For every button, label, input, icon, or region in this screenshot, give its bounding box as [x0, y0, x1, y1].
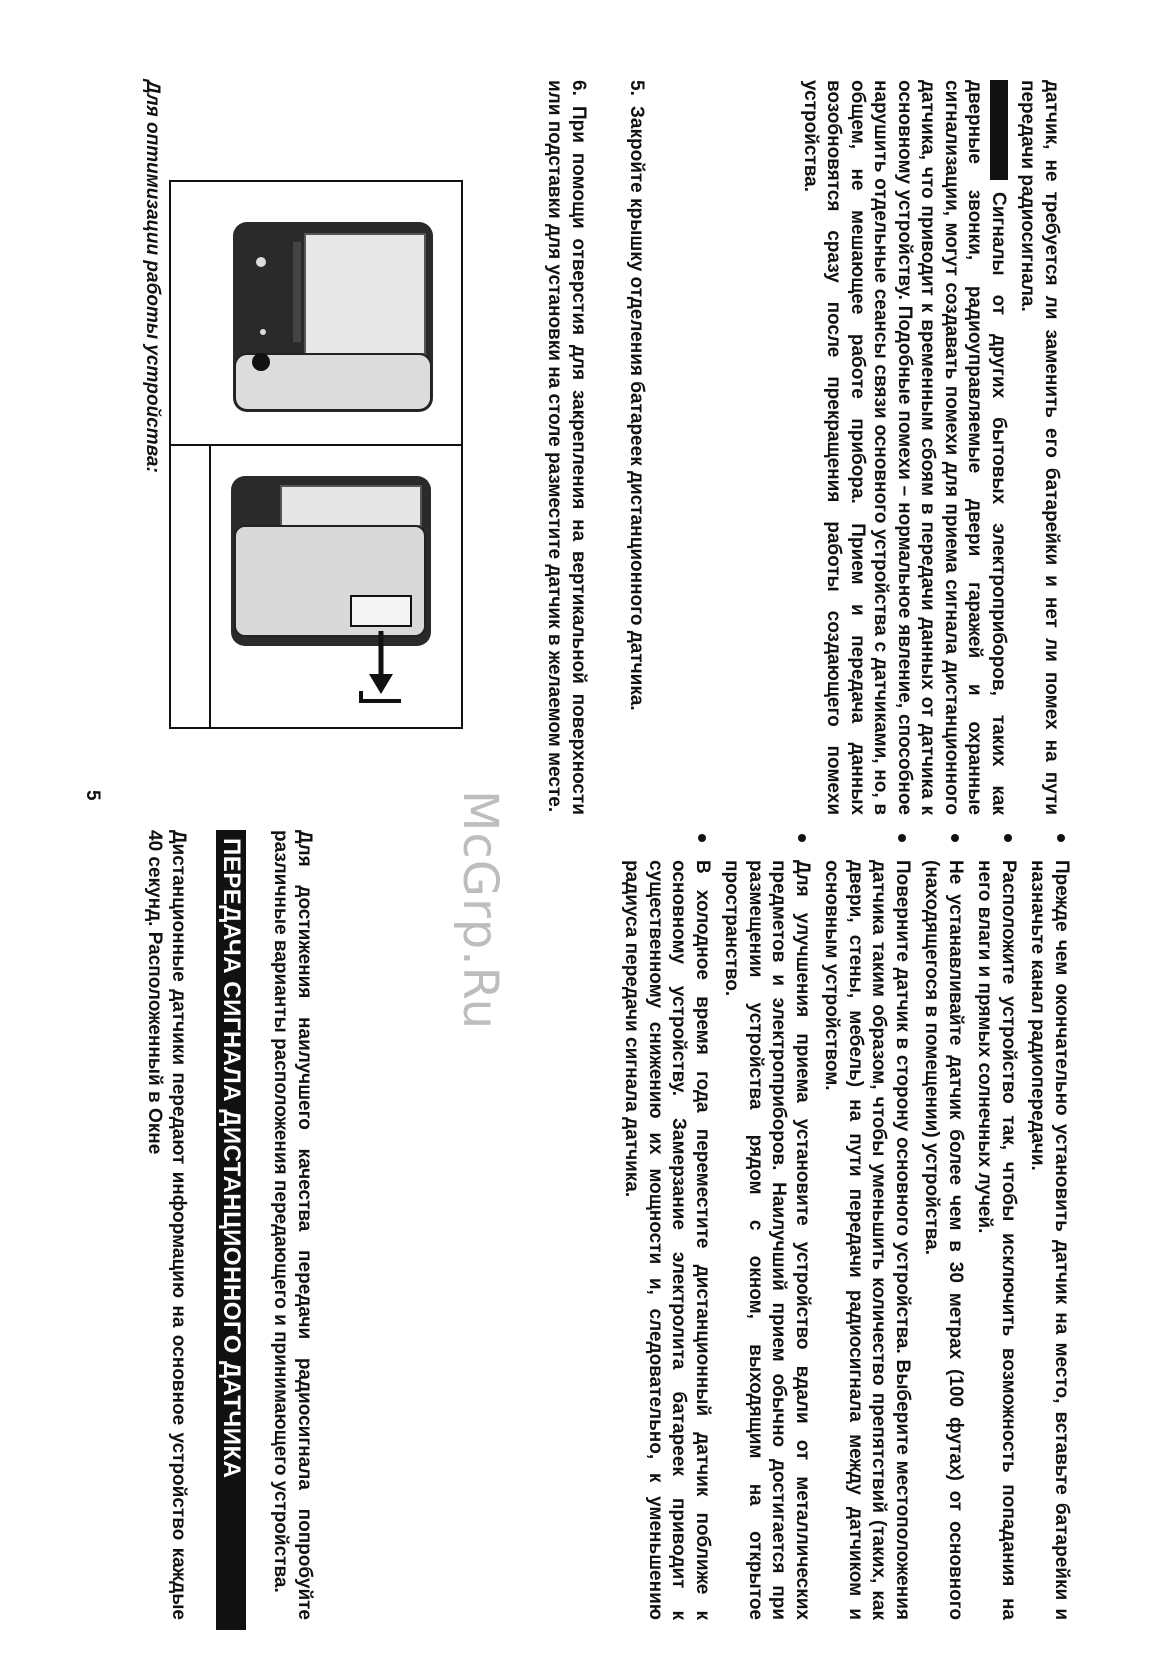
tip-item — [820, 830, 914, 1620]
step-6-text: При помощи отверстия для закрепления на вертикальной поверхности или подставки для установки на столе разместите датчик в желаемом месте. — [544, 80, 589, 815]
right-column — [0, 830, 1168, 1630]
tips-list — [614, 830, 1073, 1620]
intro-paragraph: датчик, не требуется ли заменить его батарейки и нет ли помех на пути передачи радиосигнала. — [1017, 80, 1062, 815]
tip-item — [1026, 830, 1073, 1620]
page-number: 5 — [82, 790, 103, 801]
watermark: McGrp.Ru — [452, 790, 508, 1031]
figures-box — [169, 180, 463, 729]
tip-text: Расположите устройство так, чтобы исключить возможность попадания на него влаги и прямых солнечных лучей. — [974, 860, 1019, 1620]
bullet-icon — [1004, 834, 1012, 842]
tip-text: В холодное время года переместите дистанционный датчик поближе к основному устройству. Замерзание электролита батареек приводит к существенному снижению их мощности и, следовательно, к уменьшению радиуса передачи сигнала датчика. — [621, 860, 713, 1620]
bullet-icon — [898, 834, 906, 842]
tip-text: Для улучшения приема установите устройство вдали от металлических предметов и электроприборов. Наилучший прием обычно достигается при размещении устройства рядом с окном, выходящим на открытое пространство. — [721, 860, 813, 1620]
step-5-text: Закройте крышку отделения батареек дистанционного датчика. — [626, 106, 647, 711]
bullet-icon — [698, 834, 706, 842]
sensor-photo-closed — [171, 182, 461, 444]
step-5-number: 5. — [626, 80, 647, 96]
transmit-note: Для достижения наилучшего качества передачи радиосигнала попробуйте различные варианты расположения передающего и принимающего устройства. — [270, 830, 315, 1620]
tip-text: Не устанавливайте датчик более чем в 30 метрах (100 футах) от основного (находящегося в помещении) устройства. — [921, 860, 966, 1620]
note-paragraph — [799, 80, 1011, 815]
sensor-mount-illustration — [171, 446, 461, 727]
tip-item — [720, 830, 814, 1620]
step-6 — [543, 80, 590, 815]
figure-caption: Для оптимизации работы устройства: — [142, 80, 163, 473]
note-label-redacted — [990, 80, 1008, 180]
section-paragraph: Дистанционные датчики передают информацию на основное устройство каждые 40 секунд. Расположенный в Окне — [144, 830, 189, 1620]
bullet-icon — [1057, 834, 1065, 842]
sensor-photo-mount — [171, 446, 461, 727]
bullet-icon — [798, 834, 806, 842]
step-5 — [625, 80, 649, 815]
tip-text: Прежде чем окончательно установить датчик на место, вставьте батарейки и назначьте канал радиопередачи. — [1027, 860, 1072, 1620]
tip-item — [620, 830, 714, 1620]
sensor-closed-illustration — [171, 182, 461, 444]
bullet-icon — [951, 834, 959, 842]
section-heading: ПЕРЕДАЧА СИГНАЛА ДИСТАНЦИОННОГО ДАТЧИКА — [216, 830, 246, 1630]
step-6-number: 6. — [568, 80, 589, 96]
tip-item — [920, 830, 967, 1620]
tip-item — [973, 830, 1020, 1620]
tip-text: Поверните датчик в сторону основного устройства. Выберите местоположения датчика таким образом, чтобы уменьшить количество препятствий (таких, как двери, стены, мебель) на пути передачи радиосигнала между датчиком и основным устройством. — [821, 860, 913, 1620]
note-text: Сигналы от других бытовых электроприборов, таких как дверные звонки, радиоуправляемые двери гаражей и охранные сигнализации, могут создавать помехи для приема сигнала дистанционного датчика, что приводит к временным сбоям в передачи данных от датчика к основному устройству. Подобные помехи – нормальное явление, способное нарушить отдельные сеансы связи основного устройства с датчиками, но, в общем, не мешающее работе прибора. Прием и передача данных возобновятся сразу после прекращения работы создающего помехи устройства. — [800, 80, 1009, 815]
left-column — [0, 80, 1168, 820]
